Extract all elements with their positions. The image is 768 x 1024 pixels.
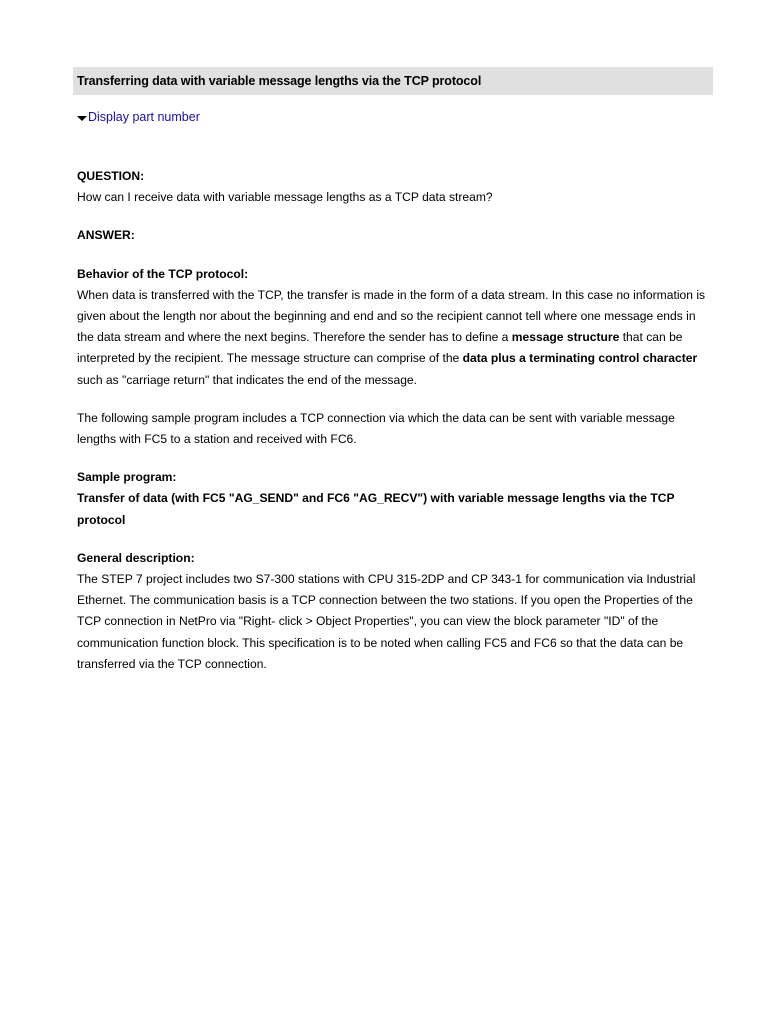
- behavior-bold-1: message structure: [511, 330, 620, 345]
- general-heading: General description:: [77, 550, 195, 565]
- display-part-number-link[interactable]: [77, 110, 200, 124]
- behavior-text-3: such as "carriage return" that indicates the end of the message.: [77, 372, 418, 387]
- question-text: How can I receive data with variable message lengths as a TCP data stream?: [77, 190, 493, 205]
- sample-heading: Sample program:: [77, 470, 177, 485]
- general-text: The STEP 7 project includes two S7-300 stations with CPU 315-2DP and CP 343-1 for communication via Industrial Ethernet. The communication basis is a TCP connection between the two stations. If you open the Properties of the TCP connection in NetPro via "Right- click > Object Properties", you can view the block parameter "ID" of the communication function block. This specification is to be noted when calling FC5 and FC6 so that the data can be transferred via the TCP connection.: [77, 572, 696, 671]
- sample-intro: The following sample program includes a TCP connection via which the data can be sent with variable message lengths with FC5 to a station and received with FC6.: [77, 410, 675, 447]
- question-heading: QUESTION:: [77, 169, 145, 183]
- behavior-paragraph: [77, 285, 713, 391]
- behavior-heading: Behavior of the TCP protocol:: [77, 266, 249, 281]
- behavior-text-2: that can be interpreted by the recipient. The message structure can comprise of the: [77, 330, 683, 366]
- article-body: [77, 166, 713, 675]
- behavior-bold-2: data plus a terminating control character: [462, 351, 698, 366]
- behavior-text-1: When data is transferred with the TCP, the transfer is made in the form of a data stream. In this case no information is given about the length nor about the beginning and end and so the recipient cannot tell where one message ends in the data stream and where the next begins. Therefore the sender has to define a: [77, 287, 706, 345]
- page-title: Transferring data with variable message lengths via the TCP protocol: [73, 67, 713, 95]
- display-part-number-label: Display part number: [88, 110, 200, 124]
- caret-down-icon: [77, 116, 87, 121]
- sample-subheading: Transfer of data (with FC5 "AG_SEND" and FC6 "AG_RECV") with variable message lengths via the TCP protocol: [77, 491, 675, 527]
- answer-heading: ANSWER:: [77, 228, 135, 243]
